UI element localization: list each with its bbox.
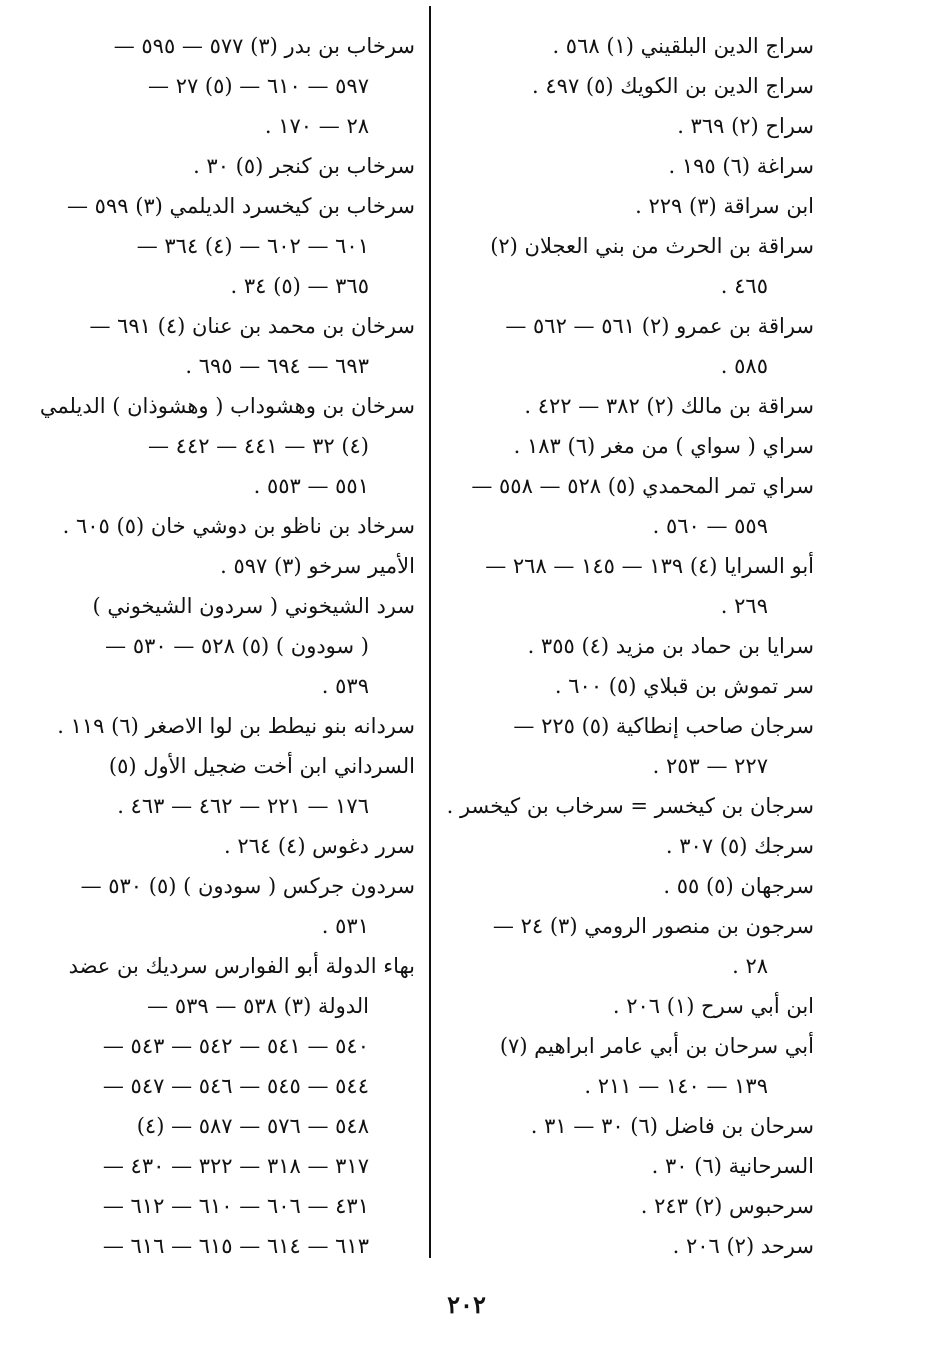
index-entry-continuation: ٦٠١ — ٦٠٢ — (٤) ٣٦٤ — [136, 234, 369, 258]
index-entry-continuation: ١٧٦ — ٢٢١ — ٤٦٢ — ٤٦٣ . [117, 794, 369, 818]
index-entry: سراقة بن الحرث من بني العجلان (٢) [490, 234, 814, 258]
index-entry-continuation: ٥٤٨ — ٥٧٦ — ٥٨٧ — (٤) [136, 1114, 369, 1138]
index-entry-continuation: ٥٤٤ — ٥٤٥ — ٥٤٦ — ٥٤٧ — [102, 1074, 369, 1098]
index-entry-continuation: ٢٨ — ١٧٠ . [264, 114, 369, 138]
index-entry: سرجهان (٥) ٥٥ . [663, 874, 814, 898]
index-entry: سرجك (٥) ٣٠٧ . [665, 834, 814, 858]
index-entry: سرحبوس (٢) ٢٤٣ . [640, 1194, 814, 1218]
index-entry-continuation: ٢٨ . [732, 954, 768, 978]
index-entry: سرجان صاحب إنطاكية (٥) ٢٢٥ — [513, 714, 814, 738]
index-entry: سراج الدين البلقيني (١) ٥٦٨ . [552, 34, 814, 58]
index-entry: سرر دغوس (٤) ٢٦٤ . [223, 834, 415, 858]
index-entry-continuation: ٥٨٥ . [720, 354, 768, 378]
index-entry: سرحد (٢) ٢٠٦ . [672, 1234, 814, 1258]
page-number: ٢٠٢ [447, 1290, 486, 1319]
index-entry: سراقة بن مالك (٢) ٣٨٢ — ٤٢٢ . [524, 394, 814, 418]
index-entry-continuation: ١٣٩ — ١٤٠ — ٢١١ . [584, 1074, 768, 1098]
index-entry: السرداني ابن أخت ضجيل الأول (٥) [108, 754, 415, 778]
right-index-column [446, 26, 814, 1266]
index-entry-continuation: ٤٦٥ . [720, 274, 768, 298]
index-entry: بهاء الدولة أبو الفوارس سرديك بن عضد [68, 954, 415, 978]
index-entry-continuation: ٦١٣ — ٦١٤ — ٦١٥ — ٦١٦ — [102, 1234, 369, 1258]
index-entry: سردانه بنو نيطط بن لوا الاصغر (٦) ١١٩ . [57, 714, 415, 738]
index-entry-continuation: ٢٢٧ — ٢٥٣ . [652, 754, 768, 778]
index-entry: سراج الدين بن الكويك (٥) ٤٩٧ . [532, 74, 814, 98]
index-entry: السرحانية (٦) ٣٠ . [651, 1154, 814, 1178]
index-entry: سرخاد بن ناظو بن دوشي خان (٥) ٦٠٥ . [62, 514, 415, 538]
index-entry: سراغة (٦) ١٩٥ . [668, 154, 814, 178]
index-entry: سر تموش بن قبلاي (٥) ٦٠٠ . [554, 674, 814, 698]
index-entry: سراي ( سواي ) من مغر (٦) ١٨٣ . [513, 434, 814, 458]
index-entry: سرايا بن حماد بن مزيد (٤) ٣٥٥ . [527, 634, 814, 658]
index-entry-continuation: ٤٣١ — ٦٠٦ — ٦١٠ — ٦١٢ — [102, 1194, 369, 1218]
index-entry-continuation: ٣١٧ — ٣١٨ — ٣٢٢ — ٤٣٠ — [102, 1154, 369, 1178]
index-entry: سرجان بن كيخسر = سرخاب بن كيخسر . [446, 794, 814, 818]
index-entry: سرخاب بن بدر (٣) ٥٧٧ — ٥٩٥ — [113, 34, 415, 58]
index-entry: أبو السرايا (٤) ١٣٩ — ١٤٥ — ٢٦٨ — [485, 554, 814, 578]
index-entry: سراي تمر المحمدي (٥) ٥٢٨ — ٥٥٨ — [471, 474, 814, 498]
index-entry: سردون جركس ( سودون ) (٥) ٥٣٠ — [80, 874, 415, 898]
index-entry: سراقة بن عمرو (٢) ٥٦١ — ٥٦٢ — [505, 314, 814, 338]
index-entry-continuation: الدولة (٣) ٥٣٨ — ٥٣٩ — [147, 994, 369, 1018]
index-entry: سرخاب بن كيخسرد الديلمي (٣) ٥٩٩ — [66, 194, 415, 218]
index-entry-continuation: ٦٩٣ — ٦٩٤ — ٦٩٥ . [185, 354, 369, 378]
index-entry-continuation: ٥٩٧ — ٦١٠ — (٥) ٢٧ — [148, 74, 369, 98]
column-divider [429, 6, 431, 1258]
index-entry: ابن أبي سرح (١) ٢٠٦ . [612, 994, 814, 1018]
index-entry: ابن سراقة (٣) ٢٢٩ . [635, 194, 814, 218]
index-entry: سرحان بن فاضل (٦) ٣٠ — ٣١ . [530, 1114, 814, 1138]
left-index-column [39, 26, 415, 1266]
index-entry: سراح (٢) ٣٦٩ . [677, 114, 814, 138]
index-entry: سرجون بن منصور الرومي (٣) ٢٤ — [492, 914, 814, 938]
index-entry-continuation: ٥٥٩ — ٥٦٠ . [652, 514, 768, 538]
index-entry-continuation: ٥٤٠ — ٥٤١ — ٥٤٢ — ٥٤٣ — [102, 1034, 369, 1058]
index-entry: سرخان بن محمد بن عنان (٤) ٦٩١ — [89, 314, 415, 338]
index-entry-continuation: ( سودون ) (٥) ٥٢٨ — ٥٣٠ — [105, 634, 369, 658]
index-entry-continuation: ٥٣١ . [321, 914, 369, 938]
index-entry: سرخان بن وهشوداب ( وهشوذان ) الديلمي [39, 394, 415, 418]
index-entry-continuation: (٤) ٣٢ — ٤٤١ — ٤٤٢ — [147, 434, 369, 458]
index-entry-continuation: ٥٣٩ . [321, 674, 369, 698]
index-entry-continuation: ٥٥١ — ٥٥٣ . [253, 474, 369, 498]
index-entry: سرد الشيخوني ( سردون الشيخوني ) [92, 594, 415, 618]
index-entry-continuation: ٢٦٩ . [720, 594, 768, 618]
index-entry: أبي سرحان بن أبي عامر ابراهيم (٧) [499, 1034, 814, 1058]
index-entry: الأمير سرخو (٣) ٥٩٧ . [220, 554, 415, 578]
index-entry: سرخاب بن كنجر (٥) ٣٠ . [193, 154, 415, 178]
index-entry-continuation: ٣٦٥ — (٥) ٣٤ . [230, 274, 369, 298]
